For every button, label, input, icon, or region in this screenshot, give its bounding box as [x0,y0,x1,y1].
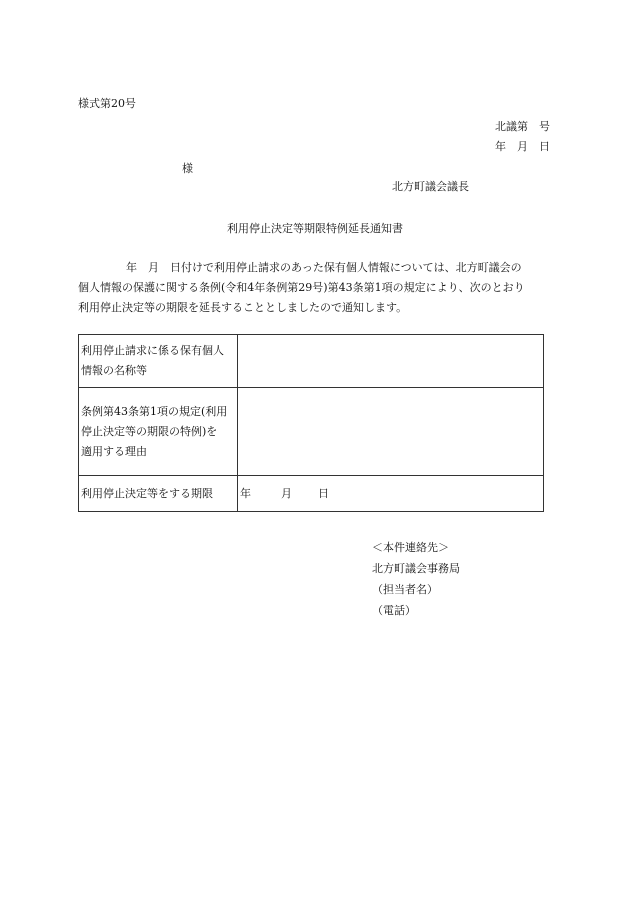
table-row [79,388,544,476]
label-line: 利用停止請求に係る保有個人 [81,344,224,357]
document-title: 利用停止決定等期限特例延長通知書 [227,222,403,235]
row-label [79,388,238,476]
contact-heading: ＜本件連絡先＞ [372,541,449,554]
table-row [79,335,544,388]
deadline-field[interactable] [238,476,544,512]
form-number: 様式第20号 [78,97,136,110]
table-row [79,476,544,512]
period-month: 月 [281,486,292,500]
label-line: 情報の名称等 [81,364,147,377]
info-name-field[interactable] [238,335,544,388]
row-label [79,476,238,512]
body-line-2: 個人情報の保護に関する条例(令和4年条例第29号)第43条第1項の規定により、次のとおり [78,281,525,294]
document-number: 北議第 号 [495,120,550,133]
contact-person: （担当者名） [372,583,438,596]
body-line-1: 年 月 日付けで利用停止請求のあった保有個人情報については、北方町議会の [126,261,522,274]
issuer: 北方町議会議長 [392,180,469,193]
reason-field[interactable] [238,388,544,476]
notice-body [78,258,553,318]
period-year: 年 [240,486,251,500]
row-label [79,335,238,388]
label-line: 停止決定等の期限の特例)を [81,424,218,438]
addressee: 様 [182,162,193,175]
info-table [78,334,544,512]
contact-block [372,537,460,621]
issue-date: 年 月 日 [495,140,550,153]
label-line: 条例第43条第1項の規定(利用 [81,404,228,418]
body-line-3: 利用停止決定等の期限を延長することとしましたので通知します。 [78,301,408,314]
period-day: 日 [318,486,329,500]
contact-phone: （電話） [372,604,416,617]
label-line: 利用停止決定等をする期限 [81,486,213,500]
label-line: 適用する理由 [81,444,147,458]
contact-office: 北方町議会事務局 [372,562,460,575]
